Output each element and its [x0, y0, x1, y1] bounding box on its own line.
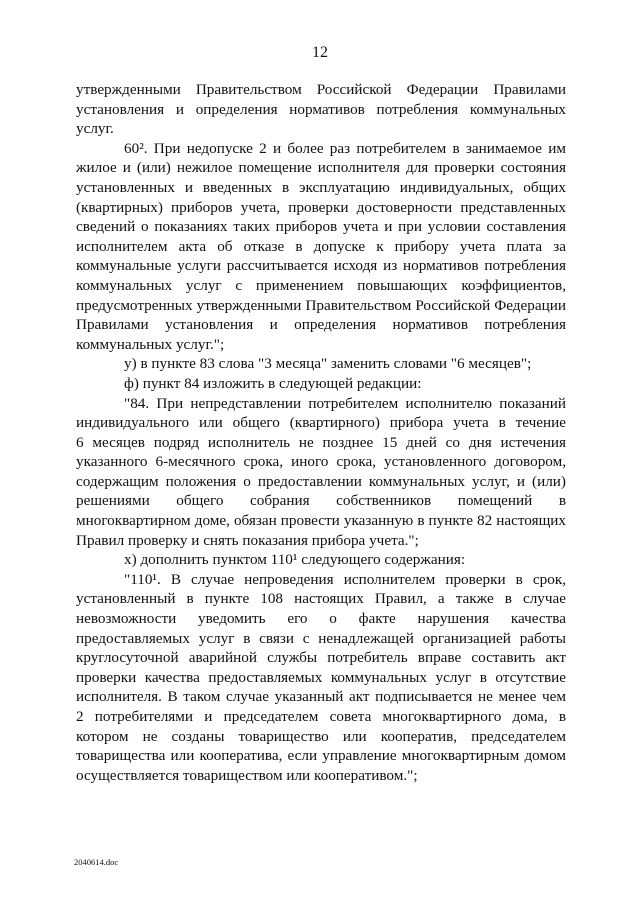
text-line: "84. При непредставлении потребителем исполнителю показаний	[124, 394, 566, 412]
text-line: сведений о показаниях таких приборов учета и при условии составления	[76, 218, 566, 236]
text-line: содержащим положения о предоставлении коммунальных услуг, и (или)	[76, 472, 566, 490]
text-line: услуг.	[76, 120, 114, 138]
text-line: 6 месяцев подряд исполнитель не позднее 15 дней со дня истечения	[76, 433, 566, 451]
text-line: ф) пункт 84 изложить в следующей редакции:	[124, 374, 422, 392]
text-line: жилое и (или) нежилое помещение исполнителя для проверки состояния	[76, 159, 566, 177]
text-line: указанного 6-месячного срока, иного срока, установленного договором,	[76, 453, 566, 471]
text-line: котором не созданы товарищество или кооператив, председателем	[76, 727, 566, 745]
text-line: х) дополнить пунктом 110¹ следующего содержания:	[124, 551, 466, 569]
text-line: многоквартирном доме, обязан провести указанную в пункте 82 настоящих	[76, 512, 566, 530]
text-line: утвержденными Правительством Российской Федерации Правилами	[76, 81, 566, 98]
page-number: 12	[312, 44, 328, 61]
document-footer-filename: 2040614.doc	[74, 857, 119, 867]
text-line: установленный в пункте 108 настоящих Правил, а также в случае	[76, 590, 566, 608]
text-line: коммунальных услуг.";	[76, 335, 225, 353]
text-line: установления и определения нормативов потребления коммунальных	[76, 100, 566, 118]
text-line: индивидуального или общего (квартирного) прибора учета в течение	[76, 414, 566, 432]
text-line: 60². При недопуске 2 и более раз потребителем в занимаемое им	[124, 139, 566, 157]
text-line: коммунальных услуг с применением повышающих коэффициентов,	[76, 276, 566, 294]
text-line: невозможности уведомить его о факте нарушения качества	[76, 610, 566, 628]
text-line: товарищества или кооператива, если управление многоквартирным домом	[76, 747, 566, 765]
document-body	[76, 80, 566, 785]
text-line: коммунальные услуги рассчитывается исходя из нормативов потребления	[76, 257, 566, 275]
text-line: "110¹. В случае непроведения исполнителем проверки в срок,	[124, 570, 566, 588]
text-line: исполнителем акта об отказе в допуске к прибору учета плата за	[76, 237, 566, 255]
text-line: проверки качества предоставляемых коммунальных услуг в отсутствие	[76, 668, 566, 686]
text-line: решениями общего собрания собственников помещений в	[76, 492, 566, 510]
text-line: круглосуточной аварийной службы потребитель вправе составить акт	[76, 649, 566, 667]
text-line: исполнителя. В таком случае указанный акт подписывается не менее чем	[76, 688, 566, 706]
text-line: предусмотренных утвержденными Правительством Российской Федерации	[76, 296, 566, 314]
text-line: Правилами установления и определения нормативов потребления	[76, 316, 566, 334]
text-line: установленных и введенных в эксплуатацию индивидуальных, общих	[76, 178, 566, 196]
text-line: осуществляется товариществом или кооперативом.";	[76, 766, 418, 784]
text-line: 2 потребителями и председателем совета многоквартирного дома, в	[76, 708, 566, 725]
text-line: у) в пункте 83 слова "3 месяца" заменить словами "6 месяцев";	[124, 355, 532, 373]
text-line: предоставляемых услуг в связи с ненадлежащей организацией работы	[76, 629, 566, 647]
text-line: Правил проверку и снять показания прибора учета.";	[76, 531, 419, 549]
text-line: (квартирных) приборов учета, проверки достоверности представленных	[76, 198, 566, 216]
